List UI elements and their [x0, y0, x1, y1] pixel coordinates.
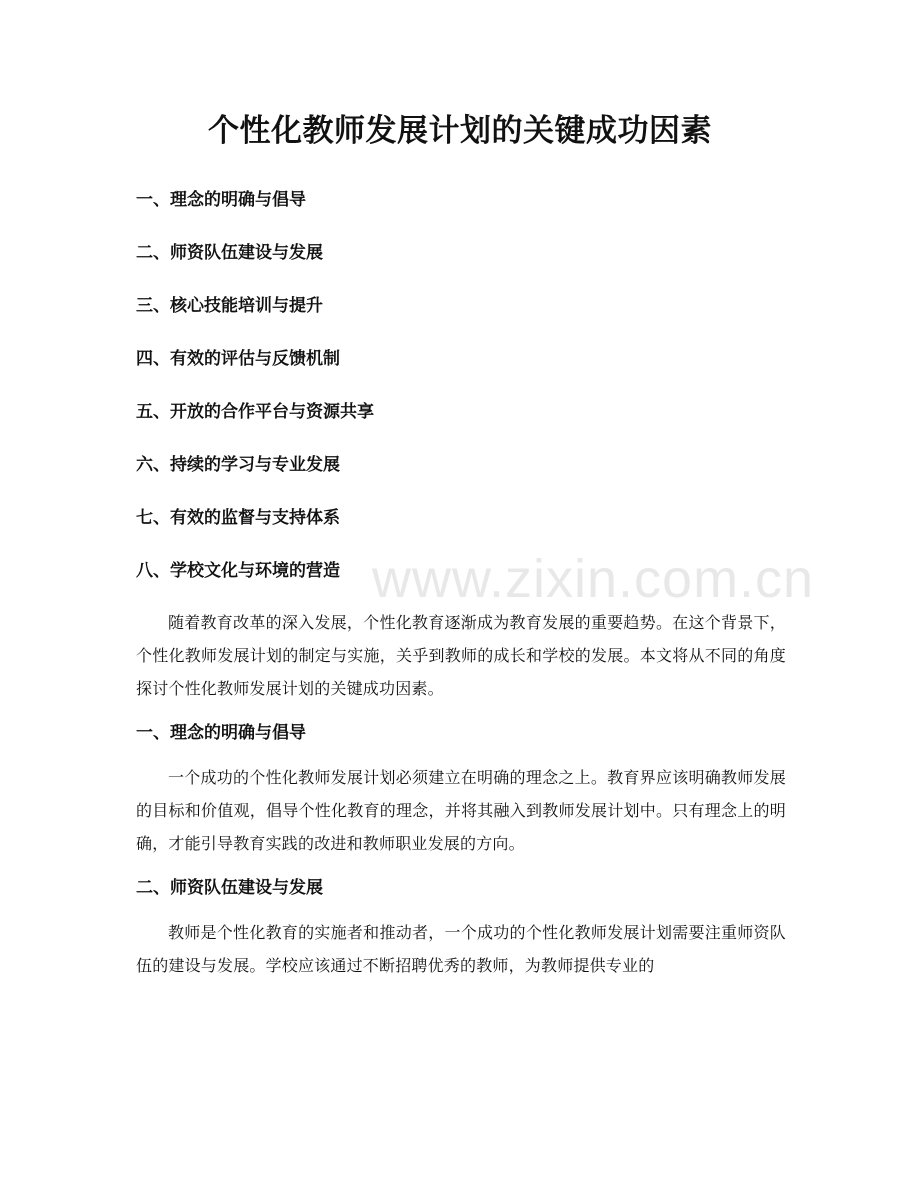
toc-item: 二、师资队伍建设与发展 — [136, 243, 323, 263]
toc-item: 八、学校文化与环境的营造 — [136, 561, 340, 581]
intro-paragraph: 随着教育改革的深入发展，个性化教育逐渐成为教育发展的重要趋势。在这个背景下，个性化教师发展计划的制定与实施，关乎到教师的成长和学校的发展。本文将从不同的角度探讨个性化教师发展计划的关键成功因素。 — [136, 613, 786, 698]
toc-item: 三、核心技能培训与提升 — [136, 296, 323, 316]
toc-item: 一、理念的明确与倡导 — [136, 190, 306, 210]
watermark: www.zixin.com.cn — [372, 549, 815, 609]
table-of-contents — [136, 183, 796, 607]
toc-item: 六、持续的学习与专业发展 — [136, 455, 340, 475]
document-title: 个性化教师发展计划的关键成功因素 — [208, 113, 712, 149]
section-paragraph: 一个成功的个性化教师发展计划必须建立在明确的理念之上。教育界应该明确教师发展的目标和价值观，倡导个性化教育的理念，并将其融入到教师发展计划中。只有理念上的明确，才能引导教育实践的改进和教师职业发展的方向。 — [136, 768, 786, 853]
toc-item: 四、有效的评估与反馈机制 — [136, 349, 340, 369]
section-heading: 一、理念的明确与倡导 — [136, 723, 306, 743]
toc-item: 七、有效的监督与支持体系 — [136, 508, 340, 528]
toc-item: 五、开放的合作平台与资源共享 — [136, 402, 374, 422]
section-heading: 二、师资队伍建设与发展 — [136, 878, 323, 898]
section-paragraph: 教师是个性化教育的实施者和推动者，一个成功的个性化教师发展计划需要注重师资队伍的建设与发展。学校应该通过不断招聘优秀的教师，为教师提供专业的 — [136, 923, 786, 975]
document-body — [136, 606, 786, 982]
